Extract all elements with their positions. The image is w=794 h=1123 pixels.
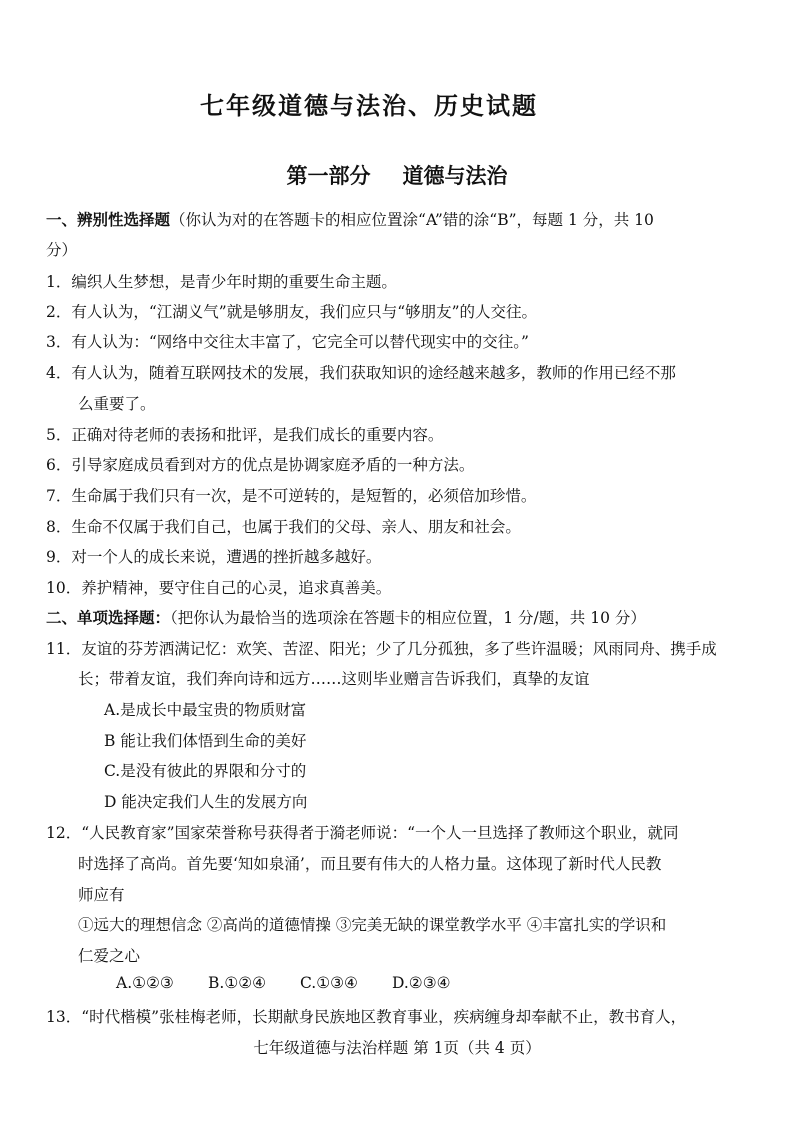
- q12-option-c: C.①③④: [300, 974, 358, 992]
- question-item: 1．编织人生梦想，是青少年时期的重要生命主题。: [46, 273, 397, 291]
- q12-option-b: B.①②④: [208, 974, 267, 992]
- q12-option-d: D.②③④: [392, 974, 451, 992]
- section1-instruction: （你认为对的在答题卡的相应位置涂“A”错的涂“B”，每题 1 分，共 10: [170, 211, 654, 229]
- question-item: 4．有人认为，随着互联网技术的发展，我们获取知识的途经越来越多，教师的作用已经不那: [46, 364, 676, 382]
- q11-stem-cont: 长；带着友谊，我们奔向诗和远方……这则毕业赠言告诉我们，真挚的友谊: [78, 670, 590, 688]
- section2-heading: 二、单项选择题：: [46, 608, 171, 627]
- section1-instruction-cont: 分）: [46, 241, 78, 259]
- question-item: 2．有人认为，“江湖义气”就是够朋友，我们应只与“够朋友”的人交往。: [46, 303, 538, 321]
- q12-statements: ①远大的理想信念 ②高尚的道德情操 ③完美无缺的课堂教学水平 ④丰富扎实的学识和: [78, 916, 667, 934]
- q11-option-a: A.是成长中最宝贵的物质财富: [104, 701, 307, 719]
- section2-instruction: （把你认为最恰当的选项涂在答题卡的相应位置，1 分/题，共 10 分）: [170, 609, 646, 627]
- q12-options: [116, 974, 484, 992]
- q11-option-b: B 能让我们体悟到生命的美好: [104, 732, 307, 750]
- section1-header: [46, 208, 654, 230]
- q11-option-d: D 能决定我们人生的发展方向: [104, 793, 308, 811]
- part-label: 第一部分: [286, 163, 371, 188]
- subject-label: 道德与法治: [402, 163, 508, 188]
- question-item: 8．生命不仅属于我们自己，也属于我们的父母、亲人、朋友和社会。: [46, 518, 521, 536]
- question-item: 6．引导家庭成员看到对方的优点是协调家庭矛盾的一种方法。: [46, 456, 475, 474]
- q12-stem-cont: 时选择了高尚。首先要‘知如泉涌’，而且要有伟大的人格力量。这体现了新时代人民教: [78, 855, 662, 873]
- exam-title: 七年级道德与法治、历史试题: [200, 91, 538, 120]
- question-item: 9．对一个人的成长来说，遭遇的挫折越多越好。: [46, 548, 382, 566]
- q13-stem: 13．“时代楷模”张桂梅老师，长期献身民族地区教育事业，疾病缠身却奉献不止，教书育人，: [46, 1008, 687, 1026]
- q12-option-a: A.①②③: [116, 974, 174, 992]
- question-item: 10．养护精神，要守住自己的心灵，追求真善美。: [46, 579, 392, 597]
- q12-stem-cont: 师应有: [78, 886, 125, 904]
- question-item: 5．正确对待老师的表扬和批评，是我们成长的重要内容。: [46, 426, 444, 444]
- part-heading: [0, 160, 794, 190]
- section2-header: [46, 606, 646, 628]
- q12-statements-cont: 仁爱之心: [78, 947, 141, 965]
- question-item: 3．有人认为：“网络中交往太丰富了，它完全可以替代现实中的交往。”: [46, 333, 529, 351]
- q12-stem: 12．“人民教育家”国家荣誉称号获得者于漪老师说：“一个人一旦选择了教师这个职业，就同: [46, 824, 679, 842]
- q11-option-c: C.是没有彼此的界限和分寸的: [104, 762, 307, 780]
- page-footer: 七年级道德与法治样题 第 1页（共 4 页）: [253, 1039, 541, 1057]
- q11-stem: 11．友谊的芬芳洒满记忆：欢笑、苦涩、阳光；少了几分孤独，多了些许温暖；风雨同舟、携手成: [46, 640, 717, 658]
- question-item: 7．生命属于我们只有一次，是不可逆转的，是短暂的，必须倍加珍惜。: [46, 487, 537, 505]
- question-item-cont: 么重要了。: [78, 395, 156, 413]
- section1-heading: 一、辨别性选择题: [46, 210, 171, 229]
